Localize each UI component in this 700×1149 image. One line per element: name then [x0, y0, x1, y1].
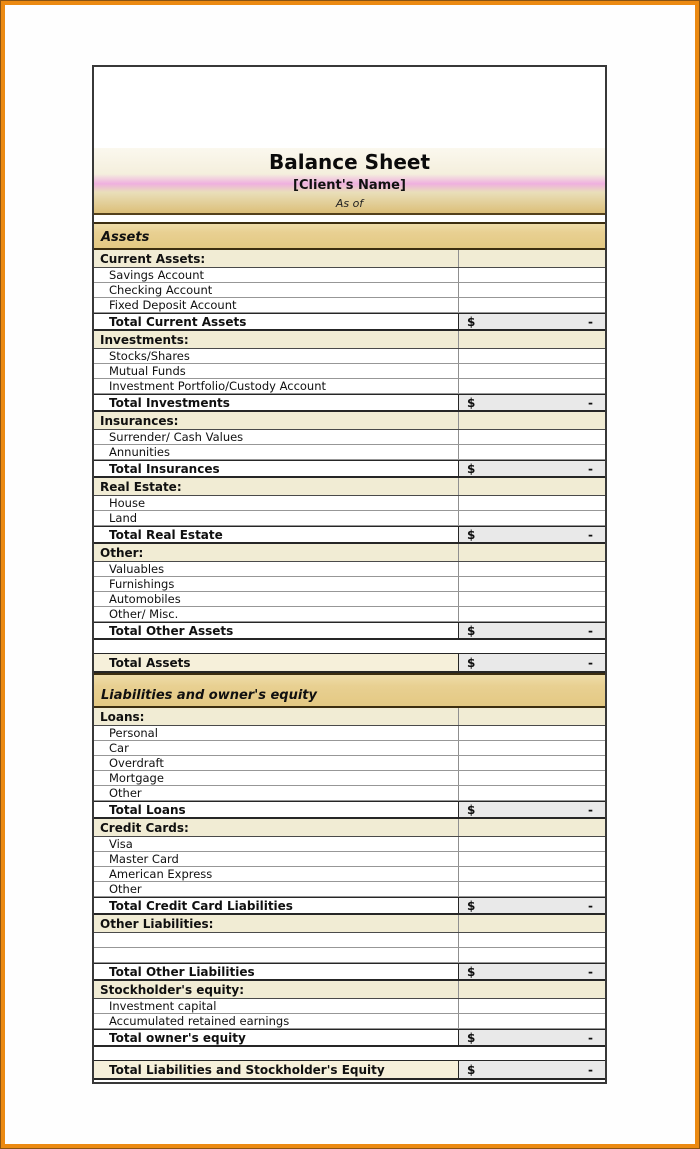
row-label	[94, 1047, 605, 1060]
currency-symbol: $	[467, 655, 476, 670]
row-label: Total Current Assets	[109, 314, 247, 329]
row-overdraft	[94, 756, 605, 771]
amount-cell[interactable]	[458, 771, 605, 785]
amount-cell[interactable]	[458, 607, 605, 621]
amount-cell	[458, 1061, 605, 1078]
currency-symbol: $	[467, 1062, 476, 1077]
row-total-current-assets	[94, 313, 605, 331]
row-label: Checking Account	[109, 283, 213, 297]
row-total-investments	[94, 394, 605, 412]
section-title: Assets	[101, 230, 150, 245]
row-label: Other:	[100, 545, 144, 560]
row-label: Mutual Funds	[109, 364, 186, 378]
amount-cell	[458, 250, 605, 267]
row-mortgage	[94, 771, 605, 786]
row-total-credit-card-liabilities	[94, 897, 605, 915]
row-credit-cards	[94, 819, 605, 837]
balance-sheet	[92, 65, 607, 1084]
row-american-express	[94, 867, 605, 882]
row-other-misc	[94, 607, 605, 622]
amount-cell	[458, 331, 605, 348]
amount-value: -	[588, 802, 593, 817]
currency-symbol: $	[467, 314, 476, 329]
row-other	[94, 544, 605, 562]
row-label: Total Insurances	[109, 461, 220, 476]
amount-cell[interactable]	[458, 379, 605, 393]
row-label: Total owner's equity	[109, 1030, 246, 1045]
currency-symbol: $	[467, 964, 476, 979]
row-label: Other/ Misc.	[109, 607, 179, 621]
amount-cell[interactable]	[458, 592, 605, 606]
row-label: Savings Account	[109, 268, 205, 282]
row-assets	[94, 222, 605, 250]
amount-cell[interactable]	[458, 430, 605, 444]
row-blank-42	[94, 933, 605, 948]
row-savings-account	[94, 268, 605, 283]
page-background	[1, 1, 699, 1148]
row-label: Visa	[109, 837, 133, 851]
amount-value: -	[588, 314, 593, 329]
row-furnishings	[94, 577, 605, 592]
amount-cell	[458, 412, 605, 429]
row-house	[94, 496, 605, 511]
row-label: Total Investments	[109, 395, 230, 410]
row-label: Surrender/ Cash Values	[109, 430, 244, 444]
row-checking-account	[94, 283, 605, 298]
amount-cell[interactable]	[458, 511, 605, 525]
currency-symbol: $	[467, 527, 476, 542]
amount-cell[interactable]	[458, 577, 605, 591]
row-car	[94, 741, 605, 756]
amount-cell[interactable]	[458, 283, 605, 297]
amount-cell[interactable]	[458, 726, 605, 740]
amount-value: -	[588, 461, 593, 476]
row-label: Car	[109, 741, 129, 755]
row-stocks-shares	[94, 349, 605, 364]
row-label: Real Estate:	[100, 479, 182, 494]
amount-cell[interactable]	[458, 741, 605, 755]
row-total-liabilities-and-stockholder-s-equity	[94, 1060, 605, 1080]
amount-cell	[458, 527, 605, 542]
row-label: Investment Portfolio/Custody Account	[109, 379, 327, 393]
row-valuables	[94, 562, 605, 577]
amount-cell	[458, 981, 605, 998]
row-label: Other Liabilities:	[100, 916, 214, 931]
amount-cell[interactable]	[458, 999, 605, 1013]
amount-cell	[458, 915, 605, 932]
row-investments	[94, 331, 605, 349]
row-spacer-49	[94, 1047, 605, 1060]
amount-cell	[458, 708, 605, 725]
amount-cell[interactable]	[458, 867, 605, 881]
amount-cell[interactable]	[458, 837, 605, 851]
row-total-assets	[94, 653, 605, 673]
sheet-blank-area	[94, 67, 605, 148]
sheet-title: Balance Sheet	[268, 150, 431, 174]
amount-cell[interactable]	[458, 1014, 605, 1028]
row-label: Master Card	[109, 852, 179, 866]
row-label: Total Other Liabilities	[109, 964, 255, 979]
currency-symbol: $	[467, 461, 476, 476]
header-table-gap	[94, 215, 605, 222]
row-other-liabilities	[94, 915, 605, 933]
amount-cell[interactable]	[458, 349, 605, 363]
amount-value: -	[588, 1030, 593, 1045]
row-label: Credit Cards:	[100, 820, 189, 835]
row-stockholder-s-equity	[94, 981, 605, 999]
row-blank-43	[94, 948, 605, 963]
client-name-placeholder[interactable]: [Client's Name]	[293, 178, 406, 193]
amount-cell[interactable]	[458, 364, 605, 378]
row-surrender-cash-values	[94, 430, 605, 445]
amount-value: -	[588, 898, 593, 913]
amount-cell	[458, 964, 605, 979]
section-title: Liabilities and owner's equity	[101, 688, 317, 703]
row-label: American Express	[109, 867, 213, 881]
amount-cell[interactable]	[458, 756, 605, 770]
row-investment-portfolio-custody-account	[94, 379, 605, 394]
amount-cell[interactable]	[458, 852, 605, 866]
amount-cell	[458, 802, 605, 817]
row-total-other-assets	[94, 622, 605, 640]
currency-symbol: $	[467, 1030, 476, 1045]
row-total-real-estate	[94, 526, 605, 544]
amount-cell[interactable]	[458, 496, 605, 510]
sheet-header	[94, 148, 605, 215]
amount-cell[interactable]	[458, 882, 605, 896]
amount-cell	[458, 478, 605, 495]
amount-cell[interactable]	[458, 298, 605, 312]
row-spacer-25	[94, 640, 605, 653]
row-loans	[94, 708, 605, 726]
row-annunities	[94, 445, 605, 460]
amount-cell	[458, 819, 605, 836]
amount-cell	[458, 654, 605, 671]
row-label: Total Other Assets	[109, 623, 234, 638]
row-label: Valuables	[109, 562, 165, 576]
row-label: House	[109, 496, 146, 510]
amount-value: -	[588, 395, 593, 410]
row-investment-capital	[94, 999, 605, 1014]
row-total-owner-s-equity	[94, 1029, 605, 1047]
as-of-date-field[interactable]: As of	[335, 197, 364, 210]
amount-value: -	[588, 655, 593, 670]
row-master-card	[94, 852, 605, 867]
amount-cell[interactable]	[458, 445, 605, 459]
amount-value: -	[588, 1062, 593, 1077]
amount-value: -	[588, 964, 593, 979]
row-label: Total Loans	[109, 802, 186, 817]
row-label: Automobiles	[109, 592, 181, 606]
amount-cell[interactable]	[458, 948, 605, 962]
amount-cell	[458, 395, 605, 410]
row-label: Total Real Estate	[109, 527, 223, 542]
row-automobiles	[94, 592, 605, 607]
amount-value: -	[588, 527, 593, 542]
amount-cell[interactable]	[458, 562, 605, 576]
amount-cell	[458, 623, 605, 638]
row-visa	[94, 837, 605, 852]
row-label: Total Credit Card Liabilities	[109, 898, 293, 913]
balance-table	[94, 222, 605, 1080]
amount-cell	[458, 1030, 605, 1045]
row-personal	[94, 726, 605, 741]
row-label: Insurances:	[100, 413, 179, 428]
row-label: Personal	[109, 726, 158, 740]
row-label: Stocks/Shares	[109, 349, 190, 363]
row-label: Fixed Deposit Account	[109, 298, 237, 312]
amount-cell[interactable]	[458, 933, 605, 947]
row-accumulated-retained-earnings	[94, 1014, 605, 1029]
row-label	[94, 640, 605, 653]
row-label: Loans:	[100, 709, 145, 724]
row-liabilities-and-owner-s-equity	[94, 673, 605, 708]
row-label: Land	[109, 511, 138, 525]
row-label: Stockholder's equity:	[100, 982, 244, 997]
row-total-loans	[94, 801, 605, 819]
row-other	[94, 882, 605, 897]
row-total-other-liabilities	[94, 963, 605, 981]
row-label	[94, 933, 458, 947]
row-land	[94, 511, 605, 526]
amount-cell[interactable]	[458, 268, 605, 282]
row-label: Annunities	[109, 445, 170, 459]
row-total-insurances	[94, 460, 605, 478]
row-mutual-funds	[94, 364, 605, 379]
row-real-estate	[94, 478, 605, 496]
row-label: Accumulated retained earnings	[109, 1014, 290, 1028]
row-label: Investment capital	[109, 999, 217, 1013]
row-label: Mortgage	[109, 771, 164, 785]
row-label	[94, 948, 458, 962]
row-label: Other	[109, 882, 142, 896]
row-label: Other	[109, 786, 142, 800]
currency-symbol: $	[467, 898, 476, 913]
amount-cell	[458, 898, 605, 913]
currency-symbol: $	[467, 802, 476, 817]
row-current-assets	[94, 250, 605, 268]
row-label: Total Liabilities and Stockholder's Equity	[94, 1061, 458, 1078]
currency-symbol: $	[467, 395, 476, 410]
amount-cell	[458, 314, 605, 329]
currency-symbol: $	[467, 623, 476, 638]
row-label: Overdraft	[109, 756, 164, 770]
amount-cell	[458, 461, 605, 476]
row-fixed-deposit-account	[94, 298, 605, 313]
amount-cell	[458, 544, 605, 561]
amount-value: -	[588, 623, 593, 638]
row-label: Current Assets:	[100, 251, 206, 266]
row-label: Investments:	[100, 332, 189, 347]
row-other	[94, 786, 605, 801]
row-label: Furnishings	[109, 577, 175, 591]
row-label: Total Assets	[94, 654, 458, 671]
amount-cell[interactable]	[458, 786, 605, 800]
row-insurances	[94, 412, 605, 430]
